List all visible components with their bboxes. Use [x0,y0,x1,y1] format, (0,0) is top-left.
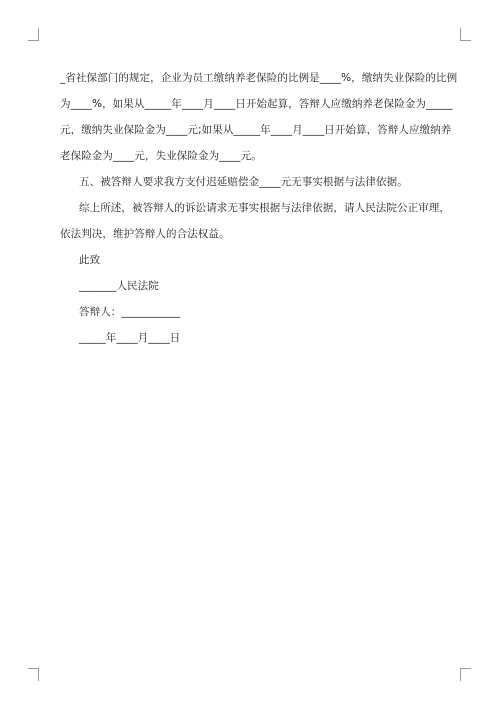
salutation: 此致 [79,254,101,266]
crop-mark-top-right [460,28,471,41]
crop-mark-top-left [28,28,39,41]
crop-mark-bottom-right [460,668,471,681]
date-line: _____年____月____日 [79,332,181,344]
paragraph-line-3: 元，缴纳失业保险金为____元;如果从_____年____月____日开始算，答辩人应缴纳养 [60,124,452,136]
paragraph-line-2: 为____%，如果从_____年____月____日开始起算，答辩人应缴纳养老保险金为_____ [60,98,453,110]
crop-mark-bottom-left [28,668,39,681]
court-name-line: _______人民法院 [79,280,159,292]
paragraph-line-4: 老保险金为____元，失业保险金为____元。 [60,150,262,162]
document-body [60,65,458,351]
conclusion-line-1: 综上所述，被答辩人的诉讼请求无事实根据与法律依据，请人民法院公正审理， [79,202,450,214]
paragraph-line-1: _省社保部门的规定，企业为员工缴纳养老保险的比例是____%，缴纳失业保险的比例 [60,72,458,84]
respondent-signature-line: 答辩人：___________ [79,306,181,318]
conclusion-line-2: 依法判决，维护答辩人的合法权益。 [60,228,230,240]
clause-five: 五、被答辩人要求我方支付迟延赔偿金____元无事实根据与法律依据。 [79,176,408,188]
